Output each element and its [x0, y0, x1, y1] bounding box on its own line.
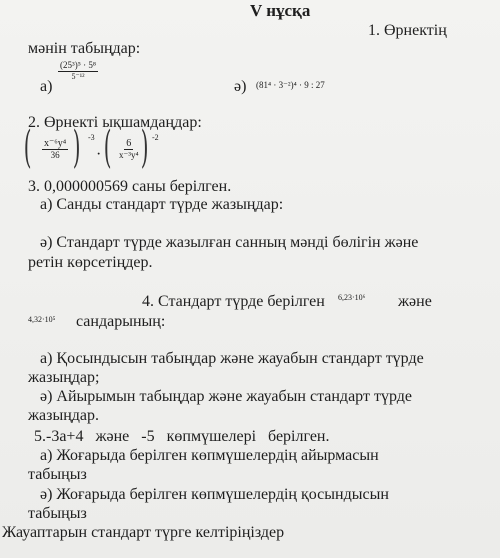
- task4-a-line2: жазыңдар;: [28, 369, 100, 386]
- task3-b-line1: ә) Стандарт түрде жазылған санның мәнді бөлігін және: [40, 234, 419, 251]
- task4-b-line1: ә) Айырымын табыңдар және жауабын стандарт түрде: [40, 388, 412, 405]
- task2-paren-close-2: ): [140, 122, 149, 173]
- task4-number-2: 4,32·10⁵: [28, 315, 56, 324]
- task3-b-line2: ретін көрсетіңдер.: [28, 254, 153, 271]
- task2-paren-open-1: (: [23, 122, 32, 173]
- task4-b-line2: жазыңдар.: [28, 407, 100, 424]
- task5-b-line1: ә) Жоғарыда берілген көпмүшелердің қосындысын: [40, 486, 389, 503]
- task5-a-line2: табыңыз: [28, 466, 87, 483]
- task3-a: а) Санды стандарт түрде жазыңдар:: [40, 196, 284, 213]
- task4-a-line1: а) Қосындысын табыңдар және жауабын стандарт түрде: [40, 350, 424, 367]
- task4-tail: сандарының:: [76, 313, 166, 330]
- task2-intro: 2. Өрнекті ықшамдаңдар:: [28, 114, 202, 131]
- task1-b-label: ә): [234, 78, 247, 95]
- task2-fraction-2: [119, 138, 139, 160]
- task4-number-1: 6,23·10⁶: [338, 293, 366, 302]
- task2-frac2-numerator: 6: [126, 138, 132, 149]
- task3-intro: 3. 0,000000569 саны берілген.: [28, 178, 232, 195]
- task4-and: және: [398, 293, 432, 310]
- task2-exponent-1: -3: [88, 133, 95, 142]
- task2-exponent-2: -2: [152, 133, 159, 142]
- task2-frac2-denominator: x⁻³y⁴: [119, 150, 139, 160]
- task2-frac1-denominator: 36: [50, 150, 60, 160]
- task5-final: Жауаптарын стандарт түрге келтіріңіздер: [2, 524, 285, 541]
- task1-a-label: а): [40, 78, 53, 95]
- task2-paren-close-1: ): [72, 122, 81, 173]
- task1-b-expression: (81⁴ · 3⁻²)⁴ · 9 : 27: [256, 80, 325, 90]
- task5-b-line2: табыңыз: [28, 505, 87, 522]
- task2-paren-open-2: (: [103, 122, 112, 173]
- task5-intro: 5.-3а+4 және -5 көпмүшелері берілген.: [34, 428, 330, 445]
- task2-dot: ·: [96, 146, 102, 163]
- task5-a-line1: а) Жоғарыда берілген көпмүшелердің айырмасын: [40, 447, 379, 464]
- task4-intro: 4. Стандарт түрде берілген: [142, 293, 325, 310]
- task1-a-denominator: 5⁻¹²: [71, 72, 85, 81]
- task1-a-numerator: (25³)⁵ · 5⁸: [60, 60, 96, 70]
- variant-title: V нұсқа: [250, 1, 311, 20]
- task1-a-fraction: [58, 60, 98, 82]
- task1-intro-part2: мәнін табыңдар:: [28, 40, 141, 57]
- task2-frac1-numerator: x⁻⁶y⁴: [44, 138, 67, 149]
- task1-intro-part1: 1. Өрнектің: [368, 22, 447, 39]
- task2-fraction-1: [42, 138, 68, 160]
